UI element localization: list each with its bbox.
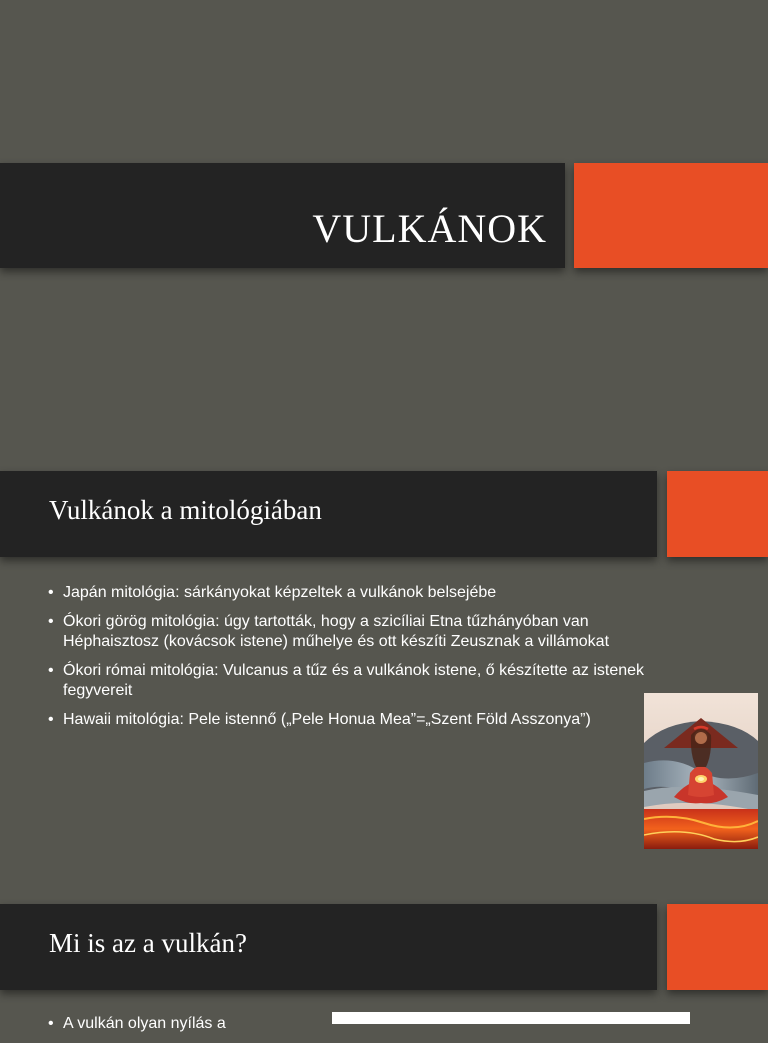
what-is-heading: Mi is az a vulkán?	[49, 928, 247, 958]
what-is-image-frame	[332, 1012, 690, 1024]
pele-painting-svg	[644, 693, 758, 849]
mythology-heading: Vulkánok a mitológiában	[49, 495, 322, 525]
mythology-title-bar	[0, 471, 657, 557]
title-bar	[0, 163, 565, 268]
bullet-japan: • Japán mitológia: sárkányokat képzeltek a vulkánok belsejébe	[48, 583, 648, 604]
what-is-slide	[0, 892, 768, 1024]
what-is-accent-block	[667, 904, 768, 990]
mythology-bullet-list	[48, 583, 648, 738]
bullet-roman: • Ókori római mitológia: Vulcanus a tűz és a vulkánok istene, ő készítette az istenek fegyvereit	[48, 661, 648, 702]
bullet-definition: • A vulkán olyan nyílás a	[48, 1014, 318, 1035]
mythology-accent-block	[667, 471, 768, 557]
what-is-title-bar	[0, 904, 657, 990]
title-slide	[0, 0, 768, 430]
bullet-greek: • Ókori görög mitológia: úgy tartották, hogy a szicíliai Etna tűzhányóban van Héphaisztosz (kovácsok istene) műhelye és ott készíti Zeusznak a villámokat	[48, 612, 648, 653]
pele-goddess-image	[644, 693, 758, 849]
title-accent-block	[574, 163, 768, 268]
presentation-title: VULKÁNOK	[312, 206, 547, 251]
bullet-hawaii: • Hawaii mitológia: Pele istennő („Pele Honua Mea”=„Szent Föld Asszonya”)	[48, 710, 668, 731]
what-is-bullet-list	[48, 1014, 318, 1043]
